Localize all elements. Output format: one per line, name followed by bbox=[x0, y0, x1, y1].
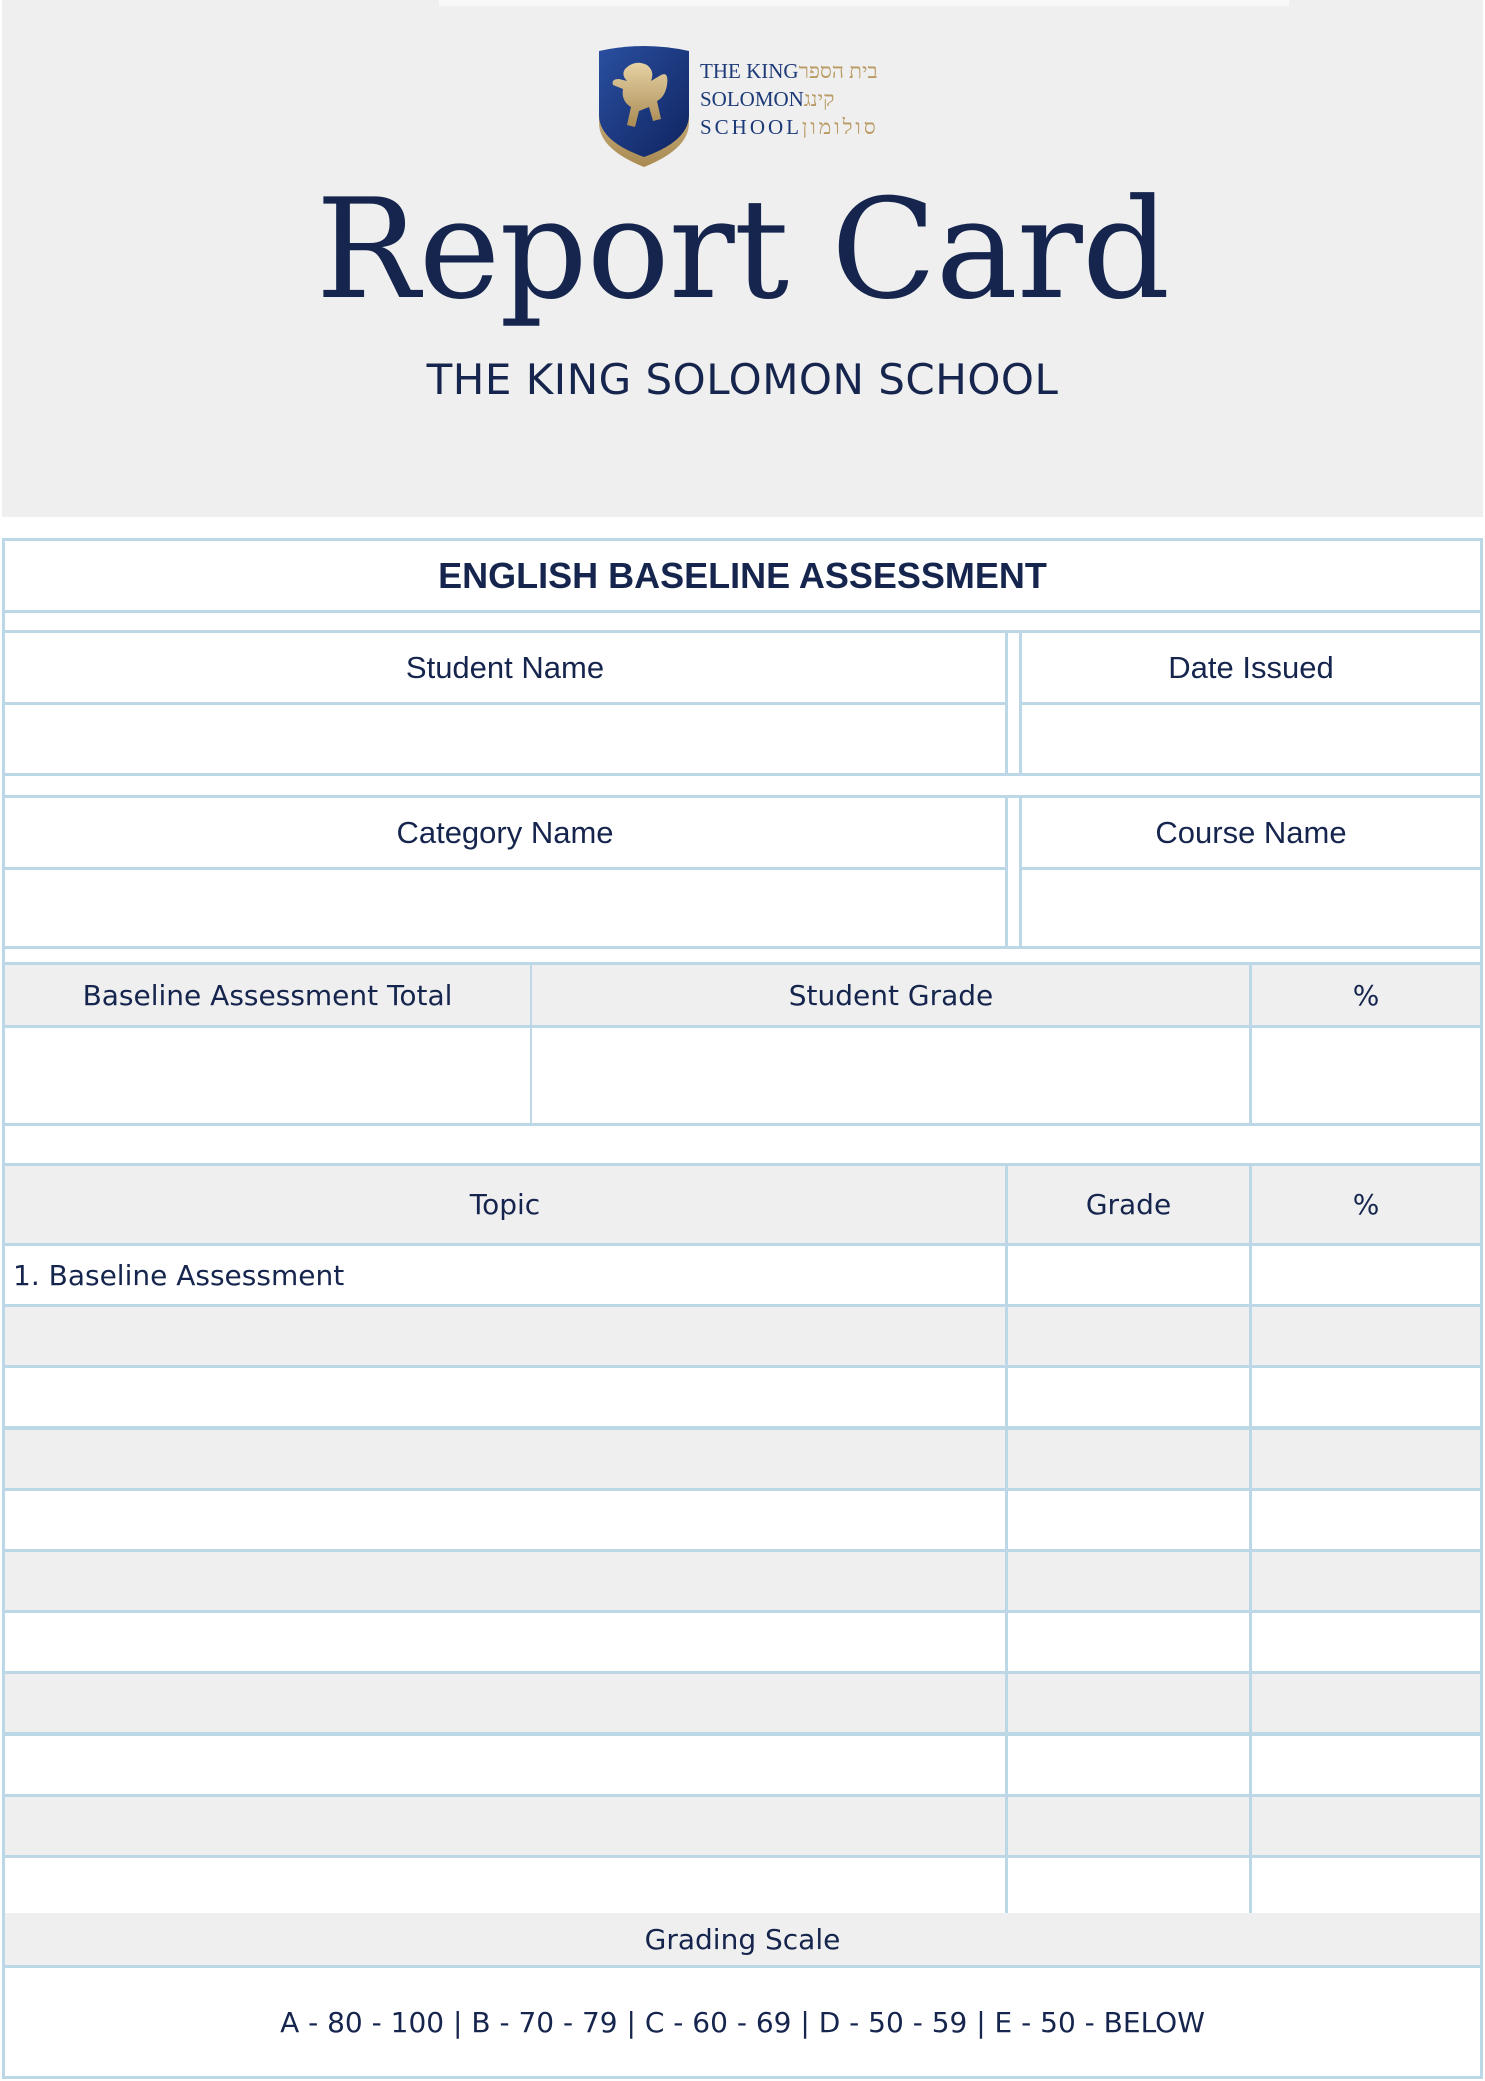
logo-en-line: SOLOMON bbox=[700, 87, 804, 111]
percent-cell[interactable] bbox=[1249, 1427, 1483, 1491]
summary-header-percent bbox=[1249, 962, 1483, 1028]
topics-header-label: Grade bbox=[1085, 1188, 1172, 1221]
topic-cell[interactable] bbox=[2, 1794, 1008, 1858]
grade-cell[interactable] bbox=[1005, 1610, 1252, 1674]
grade-cell[interactable] bbox=[1005, 1365, 1252, 1429]
assessment-heading-cell bbox=[2, 538, 1483, 613]
grade-cell[interactable] bbox=[1005, 1794, 1252, 1858]
student-name-label: Student Name bbox=[405, 649, 605, 685]
summary-header-label: Student Grade bbox=[788, 978, 994, 1012]
grading-scale-header bbox=[2, 1913, 1483, 1968]
logo-he-line: קינג bbox=[803, 87, 835, 111]
grade-cell[interactable] bbox=[1005, 1549, 1252, 1613]
summary-header-grade bbox=[530, 962, 1252, 1028]
topic-cell[interactable] bbox=[2, 1488, 1008, 1552]
grade-cell[interactable] bbox=[1005, 1855, 1252, 1919]
summary-header-label: % bbox=[1352, 978, 1380, 1012]
course-name-label: Course Name bbox=[1155, 814, 1347, 850]
logo-en-line: THE KING bbox=[700, 59, 799, 83]
logo-he-line: בית הספר bbox=[798, 59, 878, 83]
topic-cell[interactable] bbox=[2, 1549, 1008, 1613]
topic-cell[interactable] bbox=[2, 1365, 1008, 1429]
grade-cell[interactable] bbox=[1005, 1304, 1252, 1368]
logo-he-line: סולומון bbox=[802, 115, 879, 139]
topics-header-grade bbox=[1005, 1163, 1252, 1246]
date-issued-label: Date Issued bbox=[1168, 649, 1334, 685]
topics-header-percent bbox=[1249, 1163, 1483, 1246]
grading-scale-text: A - 80 - 100 | B - 70 - 79 | C - 60 - 69 | D - 50 - 59 | E - 50 - BELOW bbox=[280, 2005, 1205, 2039]
topic-cell[interactable] bbox=[2, 1610, 1008, 1674]
topic-cell[interactable] bbox=[2, 1427, 1008, 1491]
assessment-heading: ENGLISH BASELINE ASSESSMENT bbox=[438, 554, 1047, 596]
date-issued-field[interactable] bbox=[1019, 702, 1483, 776]
topic-cell[interactable] bbox=[2, 1243, 1008, 1307]
topic-cell-text: 1. Baseline Assessment bbox=[13, 1258, 345, 1292]
topic-cell[interactable] bbox=[2, 1304, 1008, 1368]
percent-cell[interactable] bbox=[1249, 1794, 1483, 1858]
percent-cell[interactable] bbox=[1249, 1671, 1483, 1735]
summary-header-label: Baseline Assessment Total bbox=[82, 978, 453, 1012]
topics-header-topic bbox=[2, 1163, 1008, 1246]
percent-cell[interactable] bbox=[1249, 1243, 1483, 1307]
student-name-field[interactable] bbox=[2, 702, 1008, 776]
grading-scale-cell bbox=[2, 1965, 1483, 2079]
category-name-label-cell bbox=[2, 795, 1008, 870]
summary-total-field[interactable] bbox=[2, 1025, 533, 1126]
category-name-field[interactable] bbox=[2, 867, 1008, 949]
percent-cell[interactable] bbox=[1249, 1610, 1483, 1674]
topic-cell[interactable] bbox=[2, 1855, 1008, 1919]
spacer-row bbox=[2, 1123, 1483, 1166]
topics-header-label: % bbox=[1352, 1188, 1380, 1221]
school-logo bbox=[595, 45, 915, 175]
percent-cell[interactable] bbox=[1249, 1733, 1483, 1797]
school-name: THE KING SOLOMON SCHOOL bbox=[426, 355, 1059, 404]
percent-cell[interactable] bbox=[1249, 1365, 1483, 1429]
grade-cell[interactable] bbox=[1005, 1671, 1252, 1735]
student-name-label-cell bbox=[2, 630, 1008, 705]
date-issued-label-cell bbox=[1019, 630, 1483, 705]
course-name-field[interactable] bbox=[1019, 867, 1483, 949]
topic-cell[interactable] bbox=[2, 1733, 1008, 1797]
topics-header-label: Topic bbox=[469, 1188, 541, 1221]
topic-cell[interactable] bbox=[2, 1671, 1008, 1735]
course-name-label-cell bbox=[1019, 795, 1483, 870]
percent-cell[interactable] bbox=[1249, 1304, 1483, 1368]
grade-cell[interactable] bbox=[1005, 1243, 1252, 1307]
header-strip bbox=[439, 0, 1289, 6]
grade-cell[interactable] bbox=[1005, 1488, 1252, 1552]
logo-en-line: SCHOOL bbox=[700, 115, 803, 139]
summary-percent-field[interactable] bbox=[1249, 1025, 1483, 1126]
grade-cell[interactable] bbox=[1005, 1427, 1252, 1491]
grade-cell[interactable] bbox=[1005, 1733, 1252, 1797]
summary-header-total bbox=[2, 962, 533, 1028]
summary-grade-field[interactable] bbox=[530, 1025, 1252, 1126]
percent-cell[interactable] bbox=[1249, 1855, 1483, 1919]
lion-crest-icon bbox=[595, 45, 693, 173]
page-title: Report Card bbox=[315, 169, 1170, 330]
logo-wordmark bbox=[700, 57, 879, 141]
category-name-label: Category Name bbox=[396, 814, 614, 850]
grading-scale-label: Grading Scale bbox=[644, 1922, 841, 1956]
percent-cell[interactable] bbox=[1249, 1488, 1483, 1552]
percent-cell[interactable] bbox=[1249, 1549, 1483, 1613]
